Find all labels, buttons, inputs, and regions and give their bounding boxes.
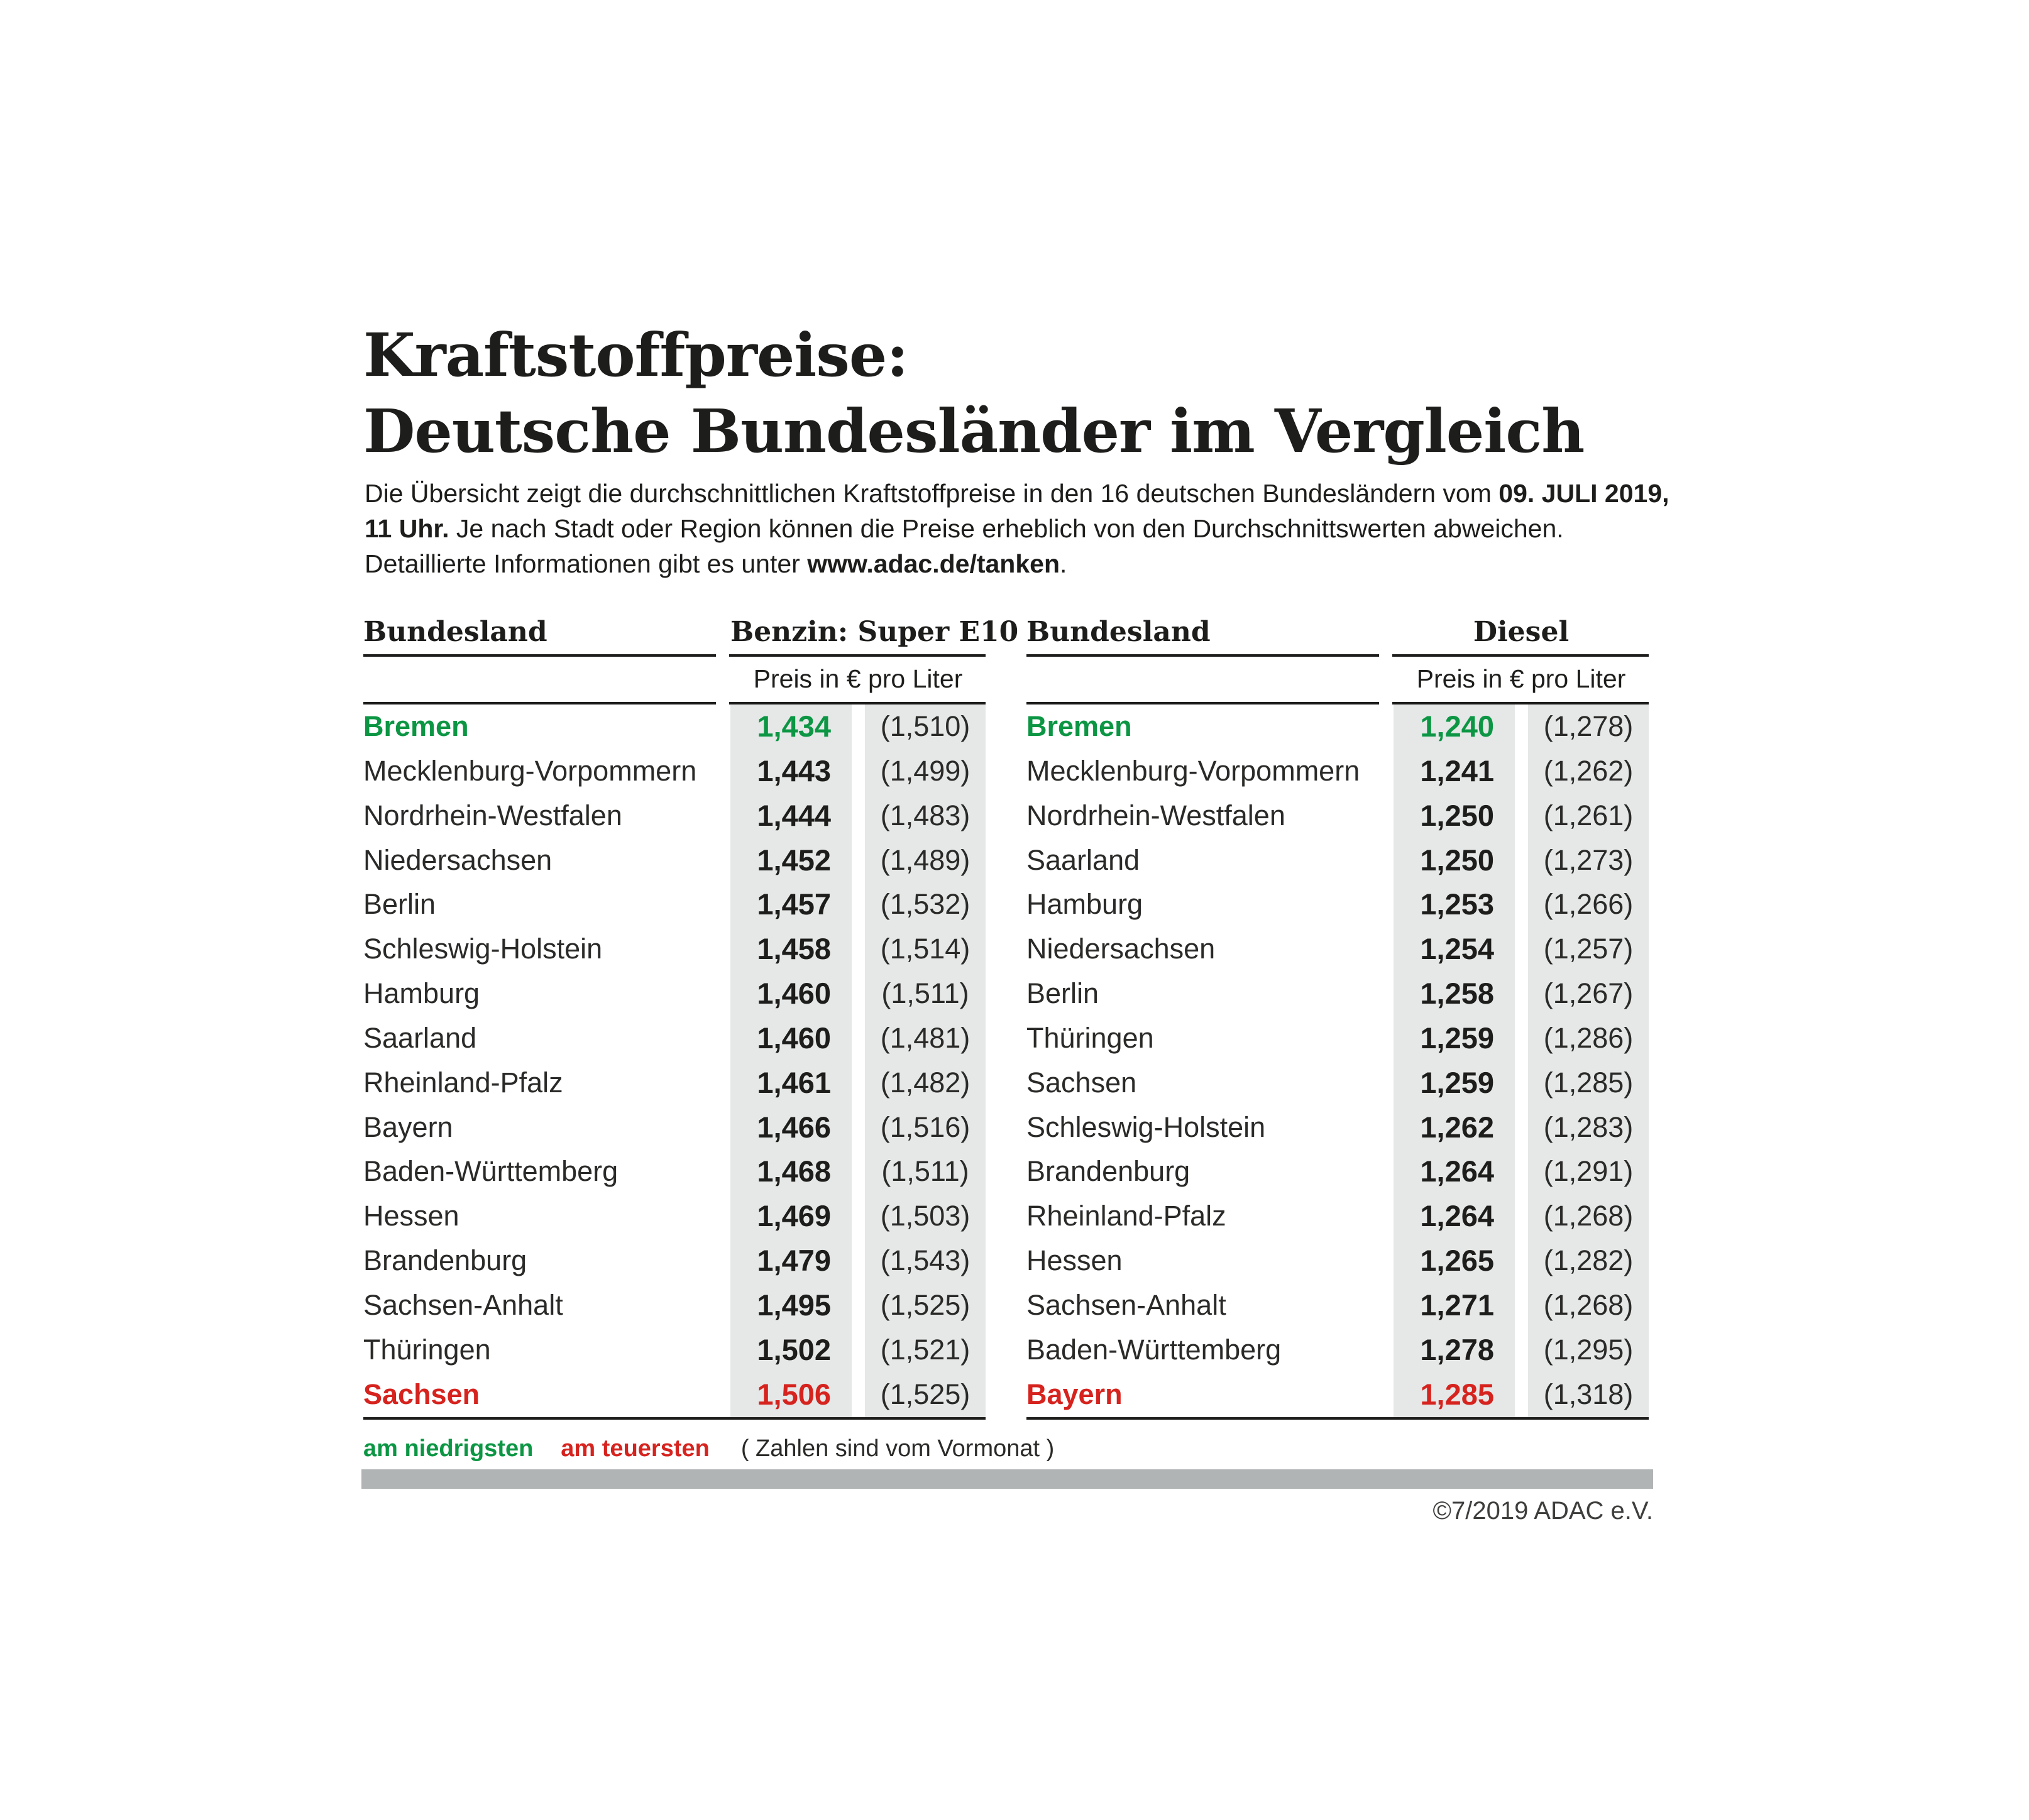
table-row — [363, 1239, 986, 1283]
table-row — [363, 1016, 986, 1061]
benzin-table — [363, 616, 1019, 1420]
state-name: Hessen — [1026, 1244, 1123, 1277]
intro-time-bold: 11 Uhr. — [365, 514, 449, 543]
diesel-rows — [1026, 704, 1649, 1417]
benzin-rows — [363, 704, 986, 1417]
previous-month-price: (1,481) — [880, 1021, 971, 1054]
legend-note: ( Zahlen sind vom Vormonat ) — [740, 1435, 1055, 1462]
state-name: Hamburg — [363, 977, 480, 1010]
table-row — [363, 838, 986, 883]
previous-month-price: (1,525) — [880, 1378, 971, 1410]
state-name: Sachsen — [363, 1378, 480, 1410]
previous-month-price: (1,525) — [880, 1288, 971, 1321]
state-name: Thüringen — [1026, 1021, 1154, 1054]
state-name: Mecklenburg-Vorpommern — [1026, 754, 1360, 787]
state-name: Sachsen-Anhalt — [363, 1288, 563, 1321]
table-row — [1026, 1105, 1649, 1150]
table-row — [363, 882, 986, 927]
previous-month-price: (1,267) — [1543, 977, 1634, 1010]
diesel-header-rule-right — [1392, 654, 1649, 657]
current-price: 1,250 — [1420, 798, 1494, 832]
benzin-unit-label: Preis in € pro Liter — [753, 664, 963, 693]
intro-line3-period: . — [1060, 549, 1067, 578]
table-row — [1026, 1239, 1649, 1283]
table-row — [363, 927, 986, 972]
current-price: 1,240 — [1420, 710, 1494, 743]
previous-month-price: (1,318) — [1543, 1378, 1634, 1410]
table-row — [1026, 1373, 1649, 1417]
bottom-divider-bar — [361, 1469, 1653, 1489]
intro-url-bold: www.adac.de/tanken — [807, 549, 1060, 578]
intro-line1-text: Die Übersicht zeigt die durchschnittlichen Kraftstoffpreise in den 16 deutschen Bundesländern vom — [365, 479, 1499, 508]
table-row — [363, 1061, 986, 1105]
current-price: 1,479 — [757, 1244, 831, 1278]
previous-month-price: (1,483) — [880, 799, 971, 831]
current-price: 1,452 — [757, 843, 831, 877]
intro-line2 — [365, 511, 1669, 546]
previous-month-price: (1,291) — [1543, 1155, 1634, 1188]
current-price: 1,241 — [1420, 754, 1494, 787]
table-row — [1026, 1061, 1649, 1105]
benzin-header-rule-right — [729, 654, 986, 657]
benzin-header-fuel: Benzin: Super E10 — [730, 616, 1019, 648]
table-row — [363, 749, 986, 794]
current-price: 1,259 — [1420, 1021, 1494, 1055]
current-price: 1,285 — [1420, 1377, 1494, 1411]
table-row — [1026, 794, 1649, 838]
table-row — [363, 1149, 986, 1194]
previous-month-price: (1,489) — [880, 843, 971, 876]
current-price: 1,495 — [757, 1288, 831, 1322]
table-row — [363, 1283, 986, 1328]
current-price: 1,253 — [1420, 887, 1494, 921]
state-name: Rheinland-Pfalz — [363, 1066, 563, 1099]
table-row — [1026, 838, 1649, 883]
table-row — [1026, 1149, 1649, 1194]
state-name: Nordrhein-Westfalen — [363, 799, 622, 831]
benzin-header-bundesland: Bundesland — [363, 616, 547, 648]
table-row — [1026, 972, 1649, 1016]
table-row — [1026, 749, 1649, 794]
state-name: Thüringen — [363, 1333, 491, 1366]
copyright-label: ©7/2019 ADAC e.V. — [1432, 1497, 1653, 1525]
diesel-unit-label: Preis in € pro Liter — [1416, 664, 1626, 693]
previous-month-price: (1,482) — [880, 1066, 971, 1099]
state-name: Saarland — [363, 1021, 477, 1054]
current-price: 1,461 — [757, 1065, 831, 1099]
page-title — [363, 317, 1584, 469]
table-row — [1026, 882, 1649, 927]
table-row — [1026, 1283, 1649, 1328]
previous-month-price: (1,516) — [880, 1110, 971, 1143]
state-name: Sachsen-Anhalt — [1026, 1288, 1226, 1321]
previous-month-price: (1,278) — [1543, 710, 1634, 742]
state-name: Berlin — [363, 888, 436, 921]
current-price: 1,254 — [1420, 932, 1494, 966]
diesel-header-rule-left — [1026, 654, 1379, 657]
previous-month-price: (1,273) — [1543, 843, 1634, 876]
page-title-line1: Kraftstoffpreise: — [363, 321, 908, 390]
previous-month-price: (1,262) — [1543, 754, 1634, 787]
current-price: 1,506 — [757, 1377, 831, 1411]
current-price: 1,457 — [757, 887, 831, 921]
state-name: Mecklenburg-Vorpommern — [363, 754, 697, 787]
state-name: Berlin — [1026, 977, 1099, 1010]
previous-month-price: (1,532) — [880, 888, 971, 921]
current-price: 1,250 — [1420, 843, 1494, 877]
state-name: Niedersachsen — [363, 843, 553, 876]
intro-line1 — [365, 476, 1669, 511]
state-name: Bremen — [363, 710, 469, 742]
intro-date-bold: 09. JULI 2019, — [1498, 479, 1669, 508]
state-name: Schleswig-Holstein — [1026, 1110, 1266, 1143]
state-name: Schleswig-Holstein — [363, 933, 603, 965]
state-name: Bayern — [363, 1110, 453, 1143]
current-price: 1,265 — [1420, 1244, 1494, 1278]
previous-month-price: (1,268) — [1543, 1288, 1634, 1321]
table-row — [1026, 1016, 1649, 1061]
table-row — [363, 1328, 986, 1373]
state-name: Brandenburg — [363, 1244, 527, 1277]
previous-month-price: (1,283) — [1543, 1110, 1634, 1143]
previous-month-price: (1,503) — [880, 1200, 971, 1232]
state-name: Baden-Württemberg — [363, 1155, 619, 1188]
state-name: Nordrhein-Westfalen — [1026, 799, 1285, 831]
state-name: Saarland — [1026, 843, 1140, 876]
page-title-line2: Deutsche Bundesländer im Vergleich — [363, 397, 1585, 466]
previous-month-price: (1,511) — [881, 977, 969, 1010]
state-name: Rheinland-Pfalz — [1026, 1200, 1226, 1232]
current-price: 1,264 — [1420, 1199, 1494, 1233]
table-row — [1026, 1328, 1649, 1373]
benzin-bottom-rule — [363, 1417, 986, 1420]
table-row — [1026, 1194, 1649, 1239]
current-price: 1,259 — [1420, 1065, 1494, 1099]
previous-month-price: (1,295) — [1543, 1333, 1634, 1366]
table-row — [363, 1105, 986, 1150]
state-name: Sachsen — [1026, 1066, 1137, 1099]
previous-month-price: (1,521) — [880, 1333, 971, 1366]
table-row — [363, 1194, 986, 1239]
state-name: Hessen — [363, 1200, 459, 1232]
legend — [363, 1435, 1054, 1462]
current-price: 1,443 — [757, 754, 831, 787]
previous-month-price: (1,266) — [1543, 888, 1634, 921]
state-name: Bayern — [1026, 1378, 1123, 1410]
current-price: 1,264 — [1420, 1154, 1494, 1188]
intro-line3-text: Detaillierte Informationen gibt es unter — [365, 549, 808, 578]
table-row — [1026, 927, 1649, 972]
diesel-table — [1026, 616, 1649, 1420]
current-price: 1,466 — [757, 1110, 831, 1144]
previous-month-price: (1,257) — [1543, 933, 1634, 965]
current-price: 1,271 — [1420, 1288, 1494, 1322]
previous-month-price: (1,286) — [1543, 1021, 1634, 1054]
table-row — [363, 704, 986, 749]
previous-month-price: (1,282) — [1543, 1244, 1634, 1277]
table-row — [363, 1373, 986, 1417]
previous-month-price: (1,261) — [1543, 799, 1634, 831]
current-price: 1,434 — [757, 710, 831, 743]
current-price: 1,444 — [757, 798, 831, 832]
previous-month-price: (1,514) — [880, 933, 971, 965]
legend-highest-label: am teuersten — [561, 1435, 710, 1462]
previous-month-price: (1,499) — [880, 754, 971, 787]
state-name: Brandenburg — [1026, 1155, 1190, 1188]
table-row — [1026, 704, 1649, 749]
current-price: 1,460 — [757, 1021, 831, 1055]
previous-month-price: (1,511) — [881, 1155, 969, 1188]
current-price: 1,502 — [757, 1332, 831, 1366]
intro-line3 — [365, 546, 1669, 581]
previous-month-price: (1,510) — [880, 710, 971, 742]
state-name: Baden-Württemberg — [1026, 1333, 1282, 1366]
state-name: Niedersachsen — [1026, 933, 1216, 965]
diesel-bottom-rule — [1026, 1417, 1649, 1420]
state-name: Bremen — [1026, 710, 1132, 742]
current-price: 1,278 — [1420, 1332, 1494, 1366]
current-price: 1,469 — [757, 1199, 831, 1233]
intro-line2-text: Je nach Stadt oder Region können die Preise erheblich von den Durchschnittswerten abweichen. — [449, 514, 1564, 543]
table-row — [363, 972, 986, 1016]
current-price: 1,460 — [757, 977, 831, 1011]
diesel-header-fuel: Diesel — [1473, 616, 1570, 648]
current-price: 1,262 — [1420, 1110, 1494, 1144]
current-price: 1,468 — [757, 1154, 831, 1188]
benzin-header-rule-left — [363, 654, 716, 657]
previous-month-price: (1,285) — [1543, 1066, 1634, 1099]
previous-month-price: (1,268) — [1543, 1200, 1634, 1232]
intro-paragraph — [365, 476, 1669, 581]
legend-lowest-label: am niedrigsten — [363, 1435, 534, 1462]
previous-month-price: (1,543) — [880, 1244, 971, 1277]
current-price: 1,458 — [757, 932, 831, 966]
diesel-header-bundesland: Bundesland — [1026, 616, 1211, 648]
state-name: Hamburg — [1026, 888, 1143, 921]
table-row — [363, 794, 986, 838]
current-price: 1,258 — [1420, 977, 1494, 1011]
